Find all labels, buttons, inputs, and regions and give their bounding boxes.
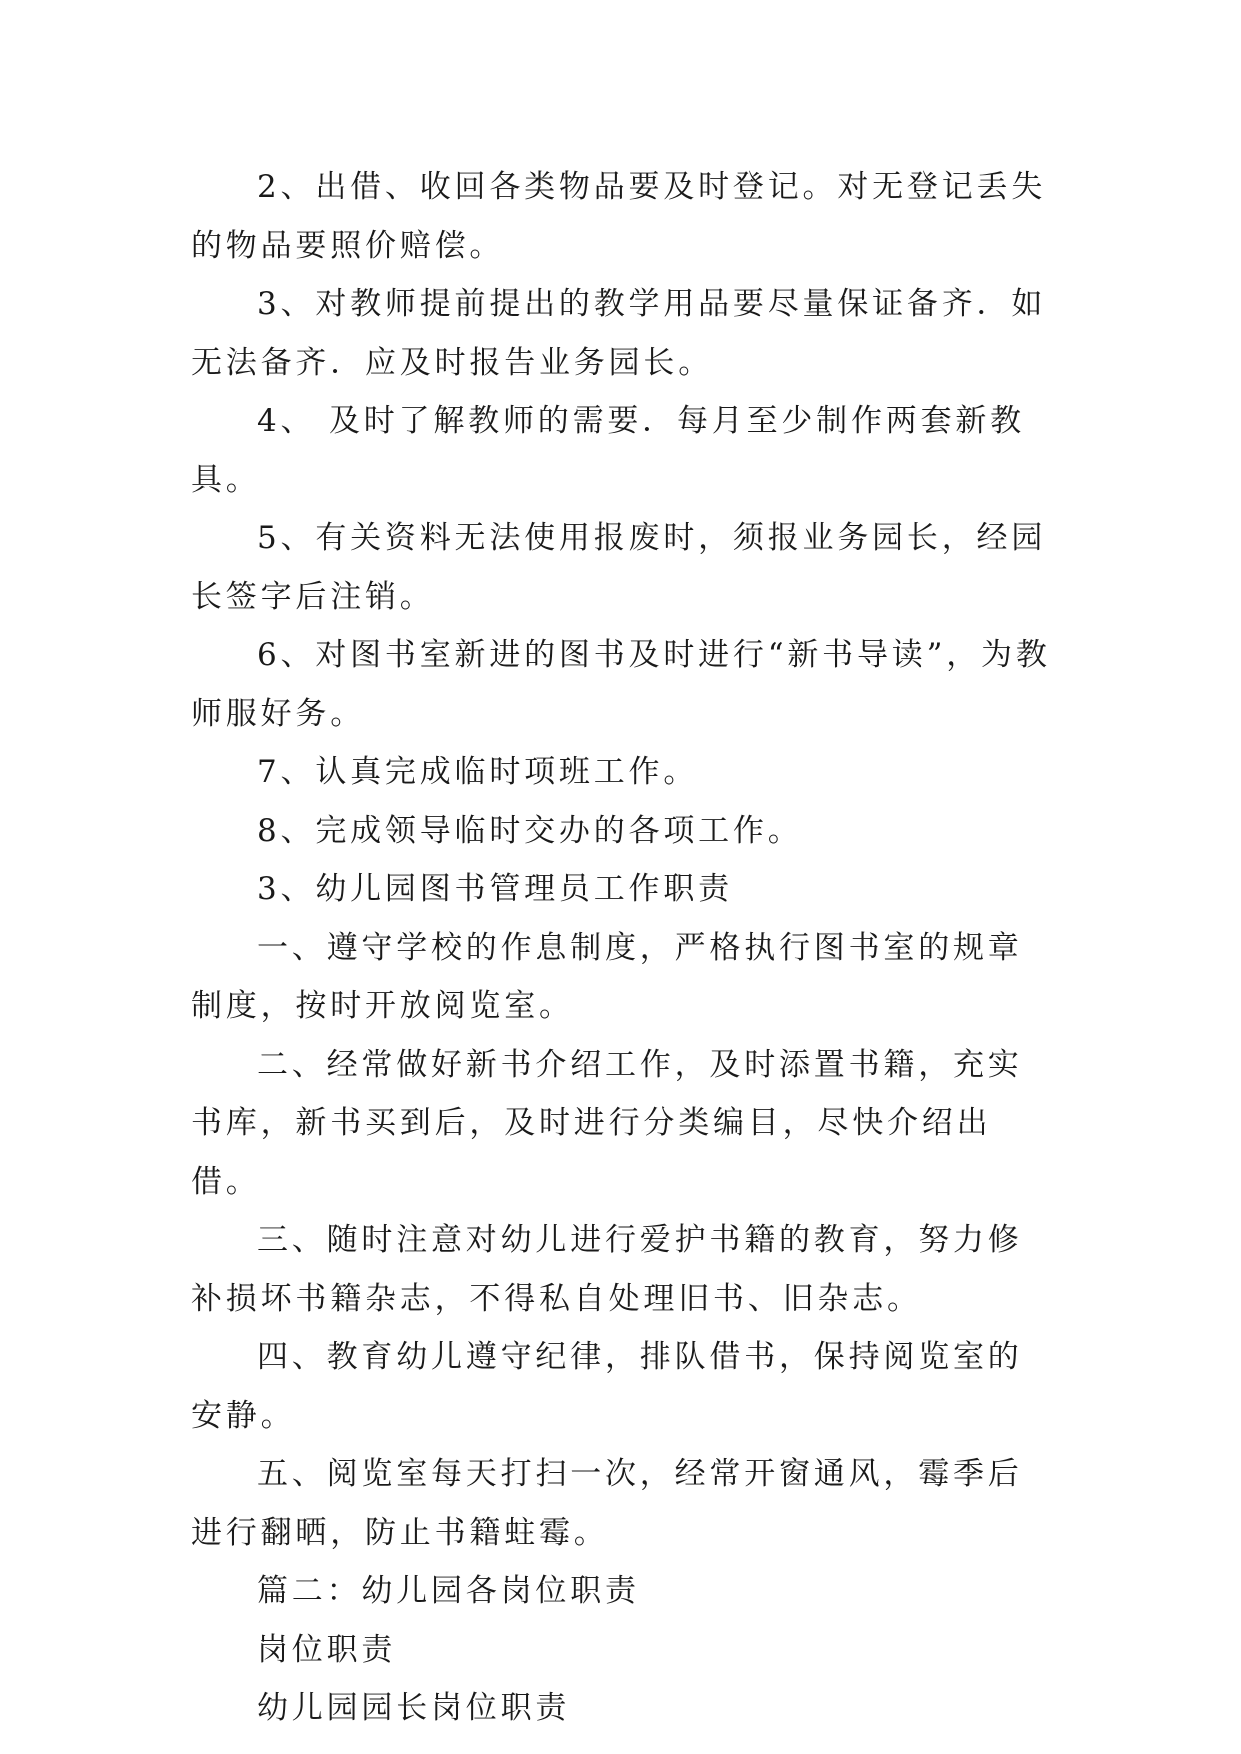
paragraph-item-3: 3、对教师提前提出的教学用品要尽量保证备齐．如无法备齐．应及时报告业务园长。 xyxy=(191,286,1047,381)
paragraph-item-2: 2、出借、收回各类物品要及时登记。对无登记丢失的物品要照价赔偿。 xyxy=(191,169,1047,264)
paragraph-duty-1: 一、遵守学校的作息制度，严格执行图书室的规章制度，按时开放阅览室。 xyxy=(191,929,1023,1024)
paragraph-duty-3: 三、随时注意对幼儿进行爱护书籍的教育，努力修补损坏书籍杂志，不得私自处理旧书、旧杂志。 xyxy=(191,1222,1023,1317)
document-body xyxy=(191,158,1051,1738)
paragraph-duty-5: 五、阅览室每天打扫一次，经常开窗通风，霉季后进行翻晒，防止书籍蛀霉。 xyxy=(191,1456,1023,1551)
section-heading-librarian: 3、幼儿园图书管理员工作职责 xyxy=(257,871,733,907)
paragraph-item-5: 5、有关资料无法使用报废时，须报业务园长，经园长签字后注销。 xyxy=(191,520,1047,615)
paragraph-item-6: 6、对图书室新进的图书及时进行“新书导读”，为教师服好务。 xyxy=(191,637,1051,732)
section-heading-director: 幼儿园园长岗位职责 xyxy=(257,1690,571,1726)
paragraph-item-7: 7、认真完成临时项班工作。 xyxy=(257,754,699,790)
paragraph-duty-2: 二、经常做好新书介绍工作，及时添置书籍，充实书库，新书买到后，及时进行分类编目，尽快介绍出借。 xyxy=(191,1046,1023,1200)
section-heading-duties: 岗位职责 xyxy=(257,1631,397,1668)
chapter-heading: 篇二：幼儿园各岗位职责 xyxy=(257,1573,640,1609)
paragraph-item-8: 8、完成领导临时交办的各项工作。 xyxy=(257,812,803,849)
paragraph-item-4: 4、 及时了解教师的需要．每月至少制作两套新教具。 xyxy=(191,403,1025,498)
paragraph-duty-4: 四、教育幼儿遵守纪律，排队借书，保持阅览室的安静。 xyxy=(191,1339,1023,1434)
